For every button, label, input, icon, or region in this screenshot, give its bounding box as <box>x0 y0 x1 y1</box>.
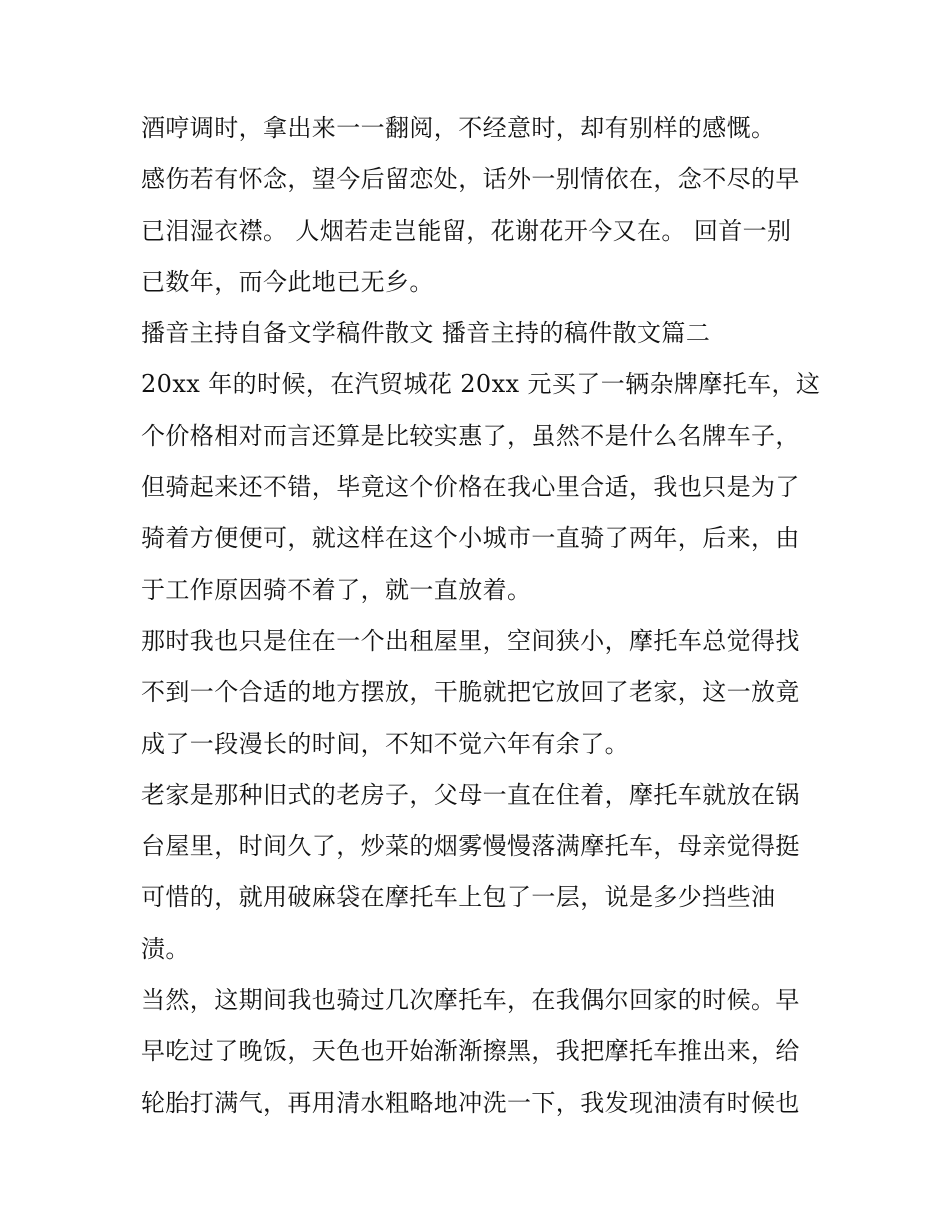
paragraph-2 <box>141 154 821 308</box>
text-line: 渍。 <box>141 934 190 963</box>
text-line: 个价格相对而言还算是比较实惠了，虽然不是什么名牌车子， <box>141 421 800 450</box>
text-line: 成了一段漫长的时间，不知不觉六年有余了。 <box>141 729 629 758</box>
paragraph-4 <box>141 616 821 770</box>
text-line: 已数年，而今此地已无乡。 <box>141 267 434 296</box>
text-line: 早吃过了晚饭，天色也开始渐渐擦黑，我把摩托车推出来，给 <box>141 1037 800 1066</box>
text-line: 于工作原因骑不着了，就一直放着。 <box>141 575 532 604</box>
paragraph-6 <box>141 975 821 1129</box>
text-line: 已泪湿衣襟。 人烟若走岂能留，花谢花开今又在。 回首一别 <box>141 216 792 245</box>
text-line: 但骑起来还不错，毕竟这个价格在我心里合适，我也只是为了 <box>141 473 800 502</box>
text-line: 骑着方便便可，就这样在这个小城市一直骑了两年，后来，由 <box>141 524 800 553</box>
text-line: 轮胎打满气，再用清水粗略地冲洗一下，我发现油渍有时候也 <box>141 1088 800 1117</box>
text-line: 感伤若有怀念，望今后留恋处，话外一别情依在，念不尽的早 <box>141 165 800 194</box>
text-line: 台屋里，时间久了，炒菜的烟雾慢慢落满摩托车，母亲觉得挺 <box>141 832 800 861</box>
text-line: 老家是那种旧式的老房子，父母一直在住着，摩托车就放在锅 <box>141 780 800 809</box>
text-line: 那时我也只是住在一个出租屋里，空间狭小，摩托车总觉得找 <box>141 626 800 655</box>
text-line: 酒哼调时，拿出来一一翻阅，不经意时，却有别样的感慨。 <box>141 114 776 142</box>
heading-line: 播音主持自备文学稿件散文 播音主持的稿件散文篇二 <box>141 319 711 348</box>
text-line: 20xx 年的时候，在汽贸城花 20xx 元买了一辆杂牌摩托车，这 <box>141 370 821 399</box>
paragraph-5 <box>141 770 821 975</box>
text-line: 当然，这期间我也骑过几次摩托车，在我偶尔回家的时候。早 <box>141 986 800 1015</box>
text-line: 不到一个合适的地方摆放，干脆就把它放回了老家，这一放竟 <box>141 678 800 707</box>
document-body <box>141 103 821 1129</box>
paragraph-3 <box>141 359 821 615</box>
paragraph-1 <box>141 103 821 154</box>
section-heading <box>141 308 821 359</box>
text-line: 可惜的，就用破麻袋在摩托车上包了一层，说是多少挡些油 <box>141 883 776 912</box>
